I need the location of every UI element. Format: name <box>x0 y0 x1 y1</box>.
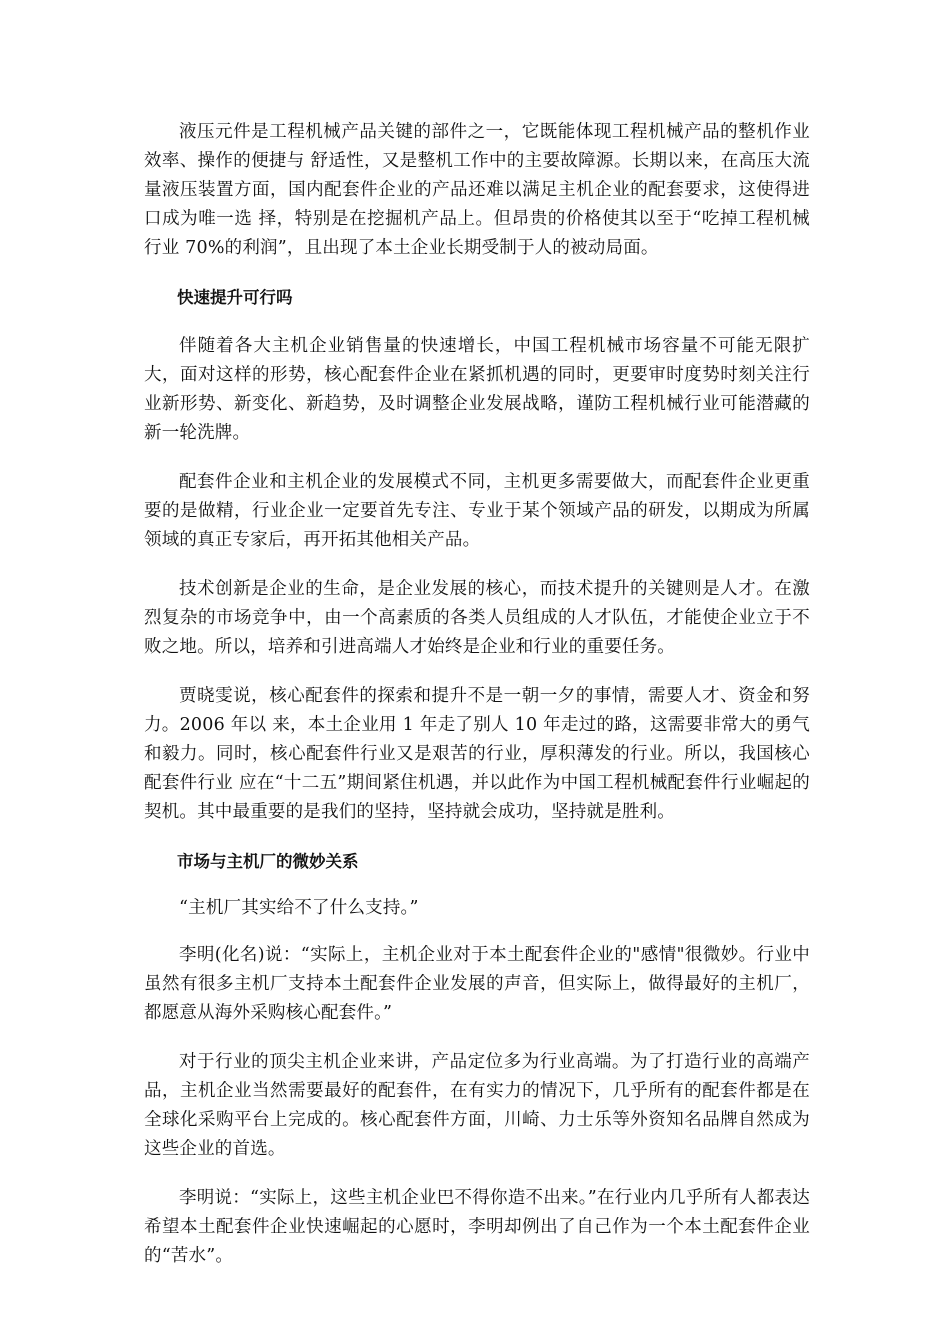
paragraph-li-ming-complaint: 李明说：“实际上，这些主机企业巴不得你造不出来。”在行业内几乎所有人都表达希望本土配套件企业快速崛起的心愿时，李明却例出了自己作为一个本土配套件企业的“苦水”。 <box>144 1188 810 1266</box>
paragraph-hydraulic-components: 液压元件是工程机械产品关键的部件之一，它既能体现工程机械产品的整机作业效率、操作的便捷与 舒适性，又是整机工作中的主要故障源。长期以来，在高压大流量液压装置方面，国内配套件企业的产品还难以满足主机企业的配套要求，这使得进口成为唯一选 择，特别是在挖掘机产品上。但昂贵的价格使其以至于“吃掉工程机械行业 70%的利润”，且出现了本土企业长期受制于人的被动局面。 <box>144 122 810 258</box>
paragraph-oem-support-quote: “主机厂其实给不了什么支持。” <box>179 898 419 918</box>
paragraph-top-oem-positioning: 对于行业的顶尖主机企业来讲，产品定位多为行业高端。为了打造行业的高端产品，主机企业当然需要最好的配套件，在有实力的情况下，几乎所有的配套件都是在全球化采购平台上完成的。核心配套件方面，川崎、力士乐等外资知名品牌自然成为这些企业的首选。 <box>144 1052 810 1159</box>
paragraph-technical-innovation: 技术创新是企业的生命，是企业发展的核心，而技术提升的关键则是人才。在激烈复杂的市场竞争中，由一个高素质的各类人员组成的人才队伍，才能使企业立于不败之地。所以，培养和引进高端人才始终是企业和行业的重要任务。 <box>144 579 810 657</box>
paragraph-jia-xiaowen-quote: 贾晓雯说，核心配套件的探索和提升不是一朝一夕的事情，需要人才、资金和努力。2006 年以 来，本土企业用 1 年走了别人 10 年走过的路，这需要非常大的勇气和毅力。同时，核心配套件行业又是艰苦的行业，厚积薄发的行业。所以，我国核心配套件行业 应在“十二五”期间紧住机遇，并以此作为中国工程机械配套件行业崛起的契机。其中最重要的是我们的坚持，坚持就会成功，坚持就是胜利。 <box>144 686 810 822</box>
paragraph-market-capacity: 伴随着各大主机企业销售量的快速增长，中国工程机械市场容量不可能无限扩大，面对这样的形势，核心配套件企业在紧抓机遇的同时，更要审时度势时刻关注行业新形势、新变化、新趋势，及时调整企业发展战略，谨防工程机械行业可能潜藏的新一轮洗牌。 <box>144 336 810 443</box>
section-heading-market-oem-relationship: 市场与主机厂的微妙关系 <box>177 852 359 871</box>
paragraph-li-ming-quote: 李明(化名)说：“实际上，主机企业对于本土配套件企业的"感情"很微妙。行业中虽然有很多主机厂支持本土配套件企业发展的声音，但实际上，做得最好的主机厂，都愿意从海外采购核心配套件。” <box>144 945 810 1023</box>
section-heading-rapid-improvement: 快速提升可行吗 <box>177 288 293 307</box>
document-page <box>144 118 810 1271</box>
paragraph-development-model: 配套件企业和主机企业的发展模式不同，主机更多需要做大，而配套件企业更重要的是做精，行业企业一定要首先专注、专业于某个领域产品的研发，以期成为所属领域的真正专家后，再开拓其他相关产品。 <box>144 472 810 550</box>
